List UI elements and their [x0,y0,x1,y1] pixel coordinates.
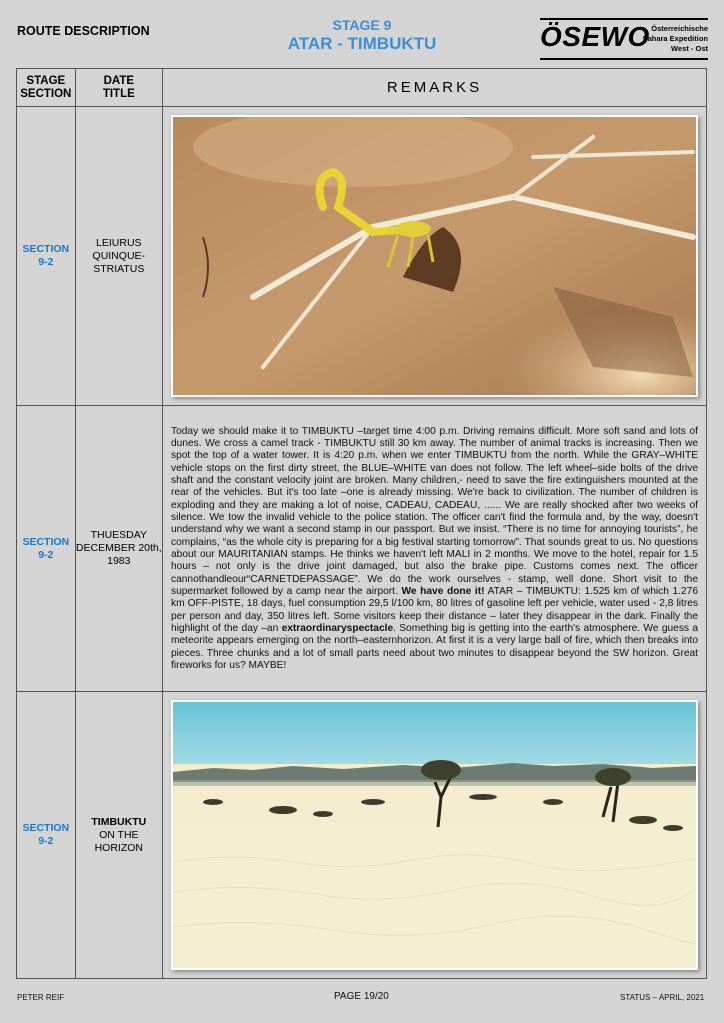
section-number: 9-2 [38,256,54,268]
remarks-bold: We have done it! [401,586,485,598]
title-line: STRIATUS [93,262,145,275]
photo-cell [163,692,707,979]
date-line: 1983 [107,555,131,567]
logo-word: ÖSEWO [540,21,650,52]
table-row [17,406,707,692]
stage-title: ATAR - TIMBUKTU [287,34,437,53]
section-cell [17,406,76,692]
title-line: TIMBUKTU [91,815,147,828]
table-header-row [17,69,707,107]
title-line: LEIURUS [96,236,142,249]
logo-sub-line1: Österreichische [651,24,708,33]
remarks-cell [163,406,707,692]
col1-line1: STAGE [26,74,66,87]
col2-line2: TITLE [102,87,135,100]
date-line: DECEMBER 20th, [75,542,162,554]
logo-sub-line2: Sahara Expedition [642,34,708,43]
photo-cell [163,107,707,406]
route-table [16,68,707,979]
col2-line1: DATE [103,74,135,87]
logo-sub-line3: West - Ost [671,44,708,53]
title-cell [75,107,162,406]
osewo-logo [540,18,708,60]
remarks-bold: extraordinaryspectacle [281,623,394,635]
section-number: 9-2 [38,835,54,847]
timbuktu-photo [171,700,698,970]
date-cell [75,406,162,692]
stage-number: STAGE 9 [332,17,392,33]
section-cell [17,692,76,979]
table-row [17,107,707,406]
title-line: QUINQUE- [92,249,146,262]
col1-line2: SECTION [20,87,72,100]
section-number: 9-2 [38,548,54,561]
section-label: SECTION [22,243,70,255]
footer-page: PAGE 19/20 [334,991,389,1002]
remarks-part: . Something big is getting into the earth's atmosphere. We guess a meteorite appears emerging on the north–easternhorizon. At first it is a very large ball of fire, which then breaks into pieces. Three chunks and a lot of small parts need about two minutes to disappear beyond the SW horizon. Great fireworks for us? MAYBE! [171,623,698,672]
logo-subtitle [643,24,708,54]
remarks-text [163,422,706,676]
section-cell [17,107,76,406]
title-cell [75,692,162,979]
section-label: SECTION [22,535,70,548]
section-label: SECTION [22,822,70,834]
col-stage-section [17,69,76,107]
route-description-label: ROUTE DESCRIPTION [17,24,150,38]
col-date-title [75,69,162,107]
table-row [17,692,707,979]
stage-heading [262,17,462,55]
remarks-part: ATAR – TIMBUKTU: 1.525 km of which 1.276 km OFF-PISTE, 18 days, fuel consumption 29,5 l/100 km, 80 litres of gasoline left per vehicle, water used - 2,8 litres per person and day, 350 litres left. Some visitors keep their distance – later they disappear in the dark. Finally the highlight of the day –an [171,586,698,635]
date-line: THUESDAY [90,529,147,541]
scorpion-photo [171,115,698,397]
footer-status: STATUS – APRIL, 2021 [620,993,705,1002]
footer-author: PETER REIF [17,993,65,1002]
title-line: ON THE HORIZON [94,828,144,854]
remarks-part: Today we should make it to TIMBUKTU –target time 4:00 p.m. Driving remains difficult. More soft sand and lots of dunes. We cross a camel track - TIMBUKTU still 30 km away. The number of animal tracks is increasing. Then we spot the top of a water tower. It is 4:20 p.m. when we enter TIMBUKTU from the north. While the GRAY–WHITE vehicle stops on the first dirty street, the BLUE–WHITE van does not follow. The left wheel–side bolts of the drive shaft and the constant velocity joint are broken. Many children,- need to save the fire extinguishers mounted at the rear of the vehicles. But it's too late –one is already missing. We're back to civilization. The number of children is exploding and they are making a lot of noise, CADEAU, CADEAU, ...... We are really shocked after two weeks of silence. We tow the invalid vehicle to the police station. The officer can't find the formula and, by the way, doesn't understand why we want a second stamp in our passport. But we insist. “There is no time for annoying tourists”, he complains, “as the whole city is preparing for a big festival starting tomorrow”. That sounds great to us. No questions about our MAURITANIAN stamps. He thinks we haven't left MALI in 2 months. We move to the hotel, repair for 1.5 hours – not only is the drive joint damaged, but also the brake pipe. Customs comes next. The officer cannothandleour“CARNETDEPASSAGE”. We do the work ourselves - stamp, well done. Short visit to the supermarket followed by a camp near the airport. [171,425,698,598]
col-remarks: REMARKS [163,69,707,107]
